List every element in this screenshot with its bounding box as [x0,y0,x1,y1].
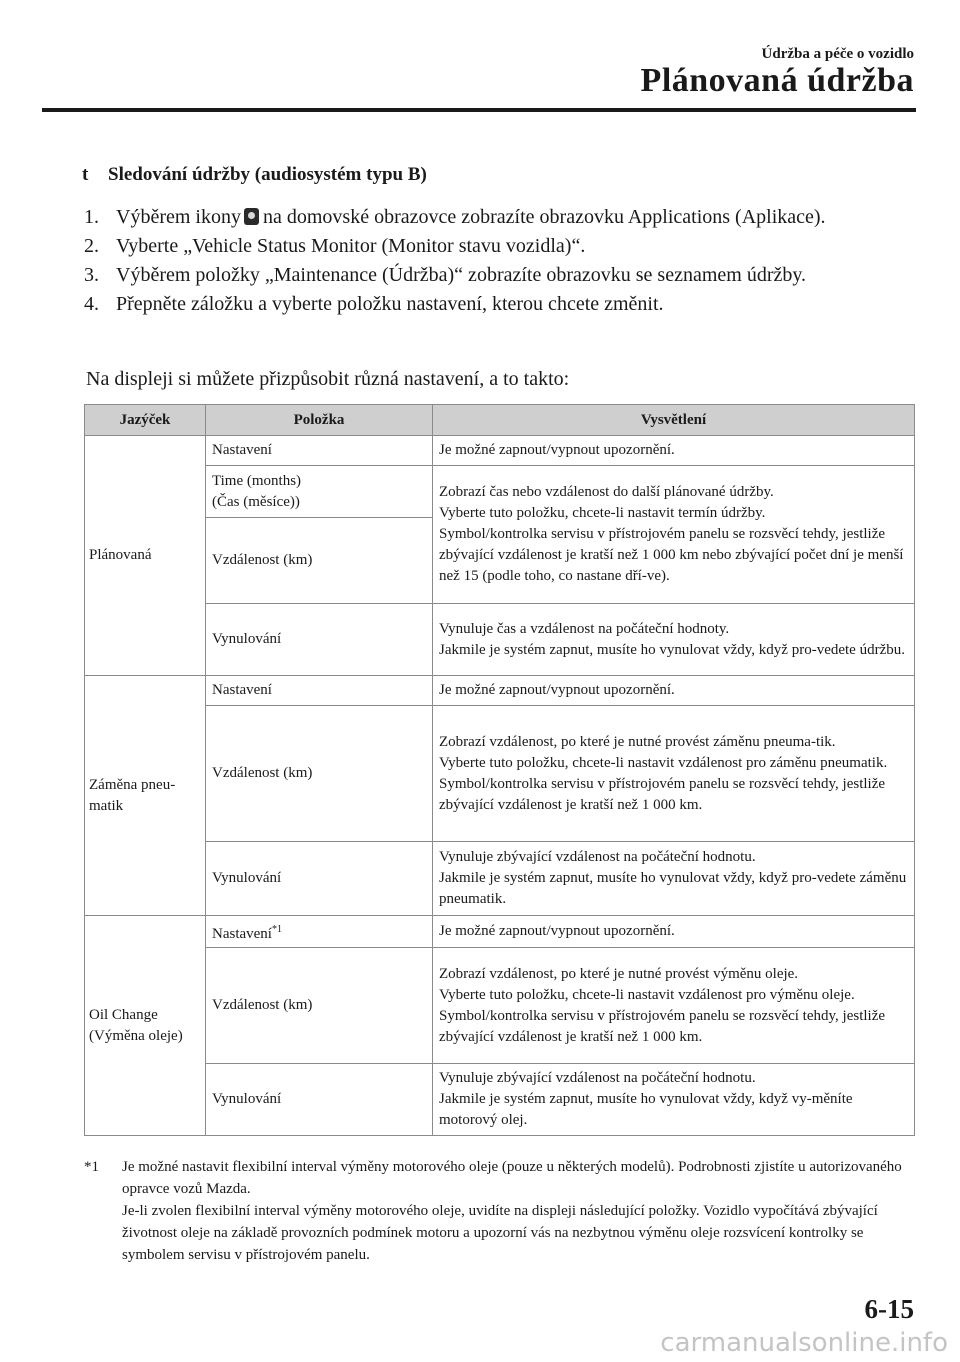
intro-text: Na displeji si můžete přizpůsobit různá nastavení, a to takto: [86,368,570,390]
step-item [84,232,914,261]
description-cell: Zobrazí vzdálenost, po které je nutné provést záměnu pneuma-tik. Vyberte tuto položku, chcete-li nastavit vzdálenost pro záměnu pneumatik. Symbol/kontrolka servisu v přístrojovém panelu se rozsvěcí tehdy, jestliže zbývající vzdálenost je kratší než 1 000 km. [433,706,915,842]
step-item [84,261,914,290]
step-number: 2. [84,235,99,257]
description-cell: Zobrazí čas nebo vzdálenost do další plánované údržby. Vyberte tuto položku, chcete-li nastavit termín údržby. Symbol/kontrolka servisu v přístrojovém panelu se rozsvěcí tehdy, jestliže zbývající vzdálenost je kratší než 1 000 km nebo zbývající počet dní je menší než 15 (podle toho, co nastane dří-ve). [433,466,915,604]
step-text: Přepněte záložku a vyberte položku nastavení, kterou chcete změnit. [116,293,664,315]
column-header-description: Vysvětlení [433,405,915,436]
description-cell: Vynuluje zbývající vzdálenost na počáteční hodnotu. Jakmile je systém zapnut, musíte ho vynulovat vždy, když vy-měníte motorový olej. [433,1064,915,1136]
description-cell: Je možné zapnout/vypnout upozornění. [433,436,915,466]
header-rule [42,108,916,112]
item-cell: Vzdálenost (km) [206,706,433,842]
item-cell: Vynulování [206,1064,433,1136]
step-item [84,290,914,319]
footnote-text: Je možné nastavit flexibilní interval výměny motorového oleje (pouze u některých modelů). Podrobnosti zjistíte u autorizovaného opravce vozů Mazda. Je-li zvolen flexibilní interval výměny motorového oleje, uvidíte na displeji následující položky. Vozidlo vypočítává zbývající životnost oleje na základě provozních podmínek motoru a upozorní vás na nezbytnou výměnu oleje rozsvícení kontrolky se symbolem servisu v přístrojovém panelu. [122,1159,902,1263]
applications-icon [244,208,259,225]
step-text-before: Výběrem ikony [116,206,241,228]
table-header-row [85,405,915,436]
table-row [85,916,915,948]
footnote [84,1156,914,1266]
subheading [82,164,427,186]
item-cell: Vynulování [206,604,433,676]
description-cell: Vynuluje zbývající vzdálenost na počáteční hodnotu. Jakmile je systém zapnut, musíte ho vynulovat vždy, když pro-vedete záměnu pneumatik. [433,842,915,916]
tab-cell: Plánovaná [85,436,206,676]
step-text: Vyberte „Vehicle Status Monitor (Monitor stavu vozidla)“. [116,235,586,257]
table-row [85,706,915,842]
tab-cell: Záměna pneu- matik [85,676,206,916]
step-number: 4. [84,293,99,315]
item-cell: Vzdálenost (km) [206,948,433,1064]
step-text: Výběrem položky „Maintenance (Údržba)“ zobrazíte obrazovku se seznamem údržby. [116,264,807,286]
item-cell [206,916,433,948]
footnote-ref: *1 [271,923,282,935]
description-cell: Je možné zapnout/vypnout upozornění. [433,916,915,948]
description-cell: Zobrazí vzdálenost, po které je nutné provést výměnu oleje. Vyberte tuto položku, chcete-li nastavit vzdálenost pro výměnu oleje. Symbol/kontrolka servisu v přístrojovém panelu se rozsvěcí tehdy, jestliže zbývající vzdálenost je kratší než 1 000 km. [433,948,915,1064]
step-text [116,203,914,232]
table-row [85,1064,915,1136]
item-label: Nastavení [212,925,272,942]
step-text-after: na domovské obrazovce zobrazíte obrazovku Applications (Aplikace). [262,206,826,228]
header-section: Údržba a péče o vozidlo [761,46,914,62]
item-cell: Nastavení [206,676,433,706]
page-title: Plánovaná údržba [640,62,914,99]
column-header-item: Položka [206,405,433,436]
step-item [84,203,914,232]
table-row [85,466,915,518]
step-number: 3. [84,264,99,286]
watermark: carmanualsonline.info [660,1328,948,1358]
item-cell: Nastavení [206,436,433,466]
description-cell: Je možné zapnout/vypnout upozornění. [433,676,915,706]
settings-table [84,404,915,1136]
tab-cell: Oil Change (Výměna oleje) [85,916,206,1136]
page-number: 6-15 [864,1294,914,1324]
table-row [85,948,915,1064]
item-cell: Vynulování [206,842,433,916]
steps-list [84,203,914,319]
step-number: 1. [84,206,99,228]
subheading-text: Sledování údržby (audiosystém typu B) [108,164,427,185]
description-cell: Vynuluje čas a vzdálenost na počáteční hodnoty. Jakmile je systém zapnut, musíte ho vynulovat vždy, když pro-vedete údržbu. [433,604,915,676]
column-header-tab: Jazýček [85,405,206,436]
footnote-mark: *1 [84,1159,99,1175]
table-row [85,842,915,916]
item-cell: Vzdálenost (km) [206,518,433,604]
table-row [85,436,915,466]
table-row [85,604,915,676]
table-row [85,676,915,706]
item-cell: Time (months) (Čas (měsíce)) [206,466,433,518]
subheading-marker: t [82,164,89,185]
